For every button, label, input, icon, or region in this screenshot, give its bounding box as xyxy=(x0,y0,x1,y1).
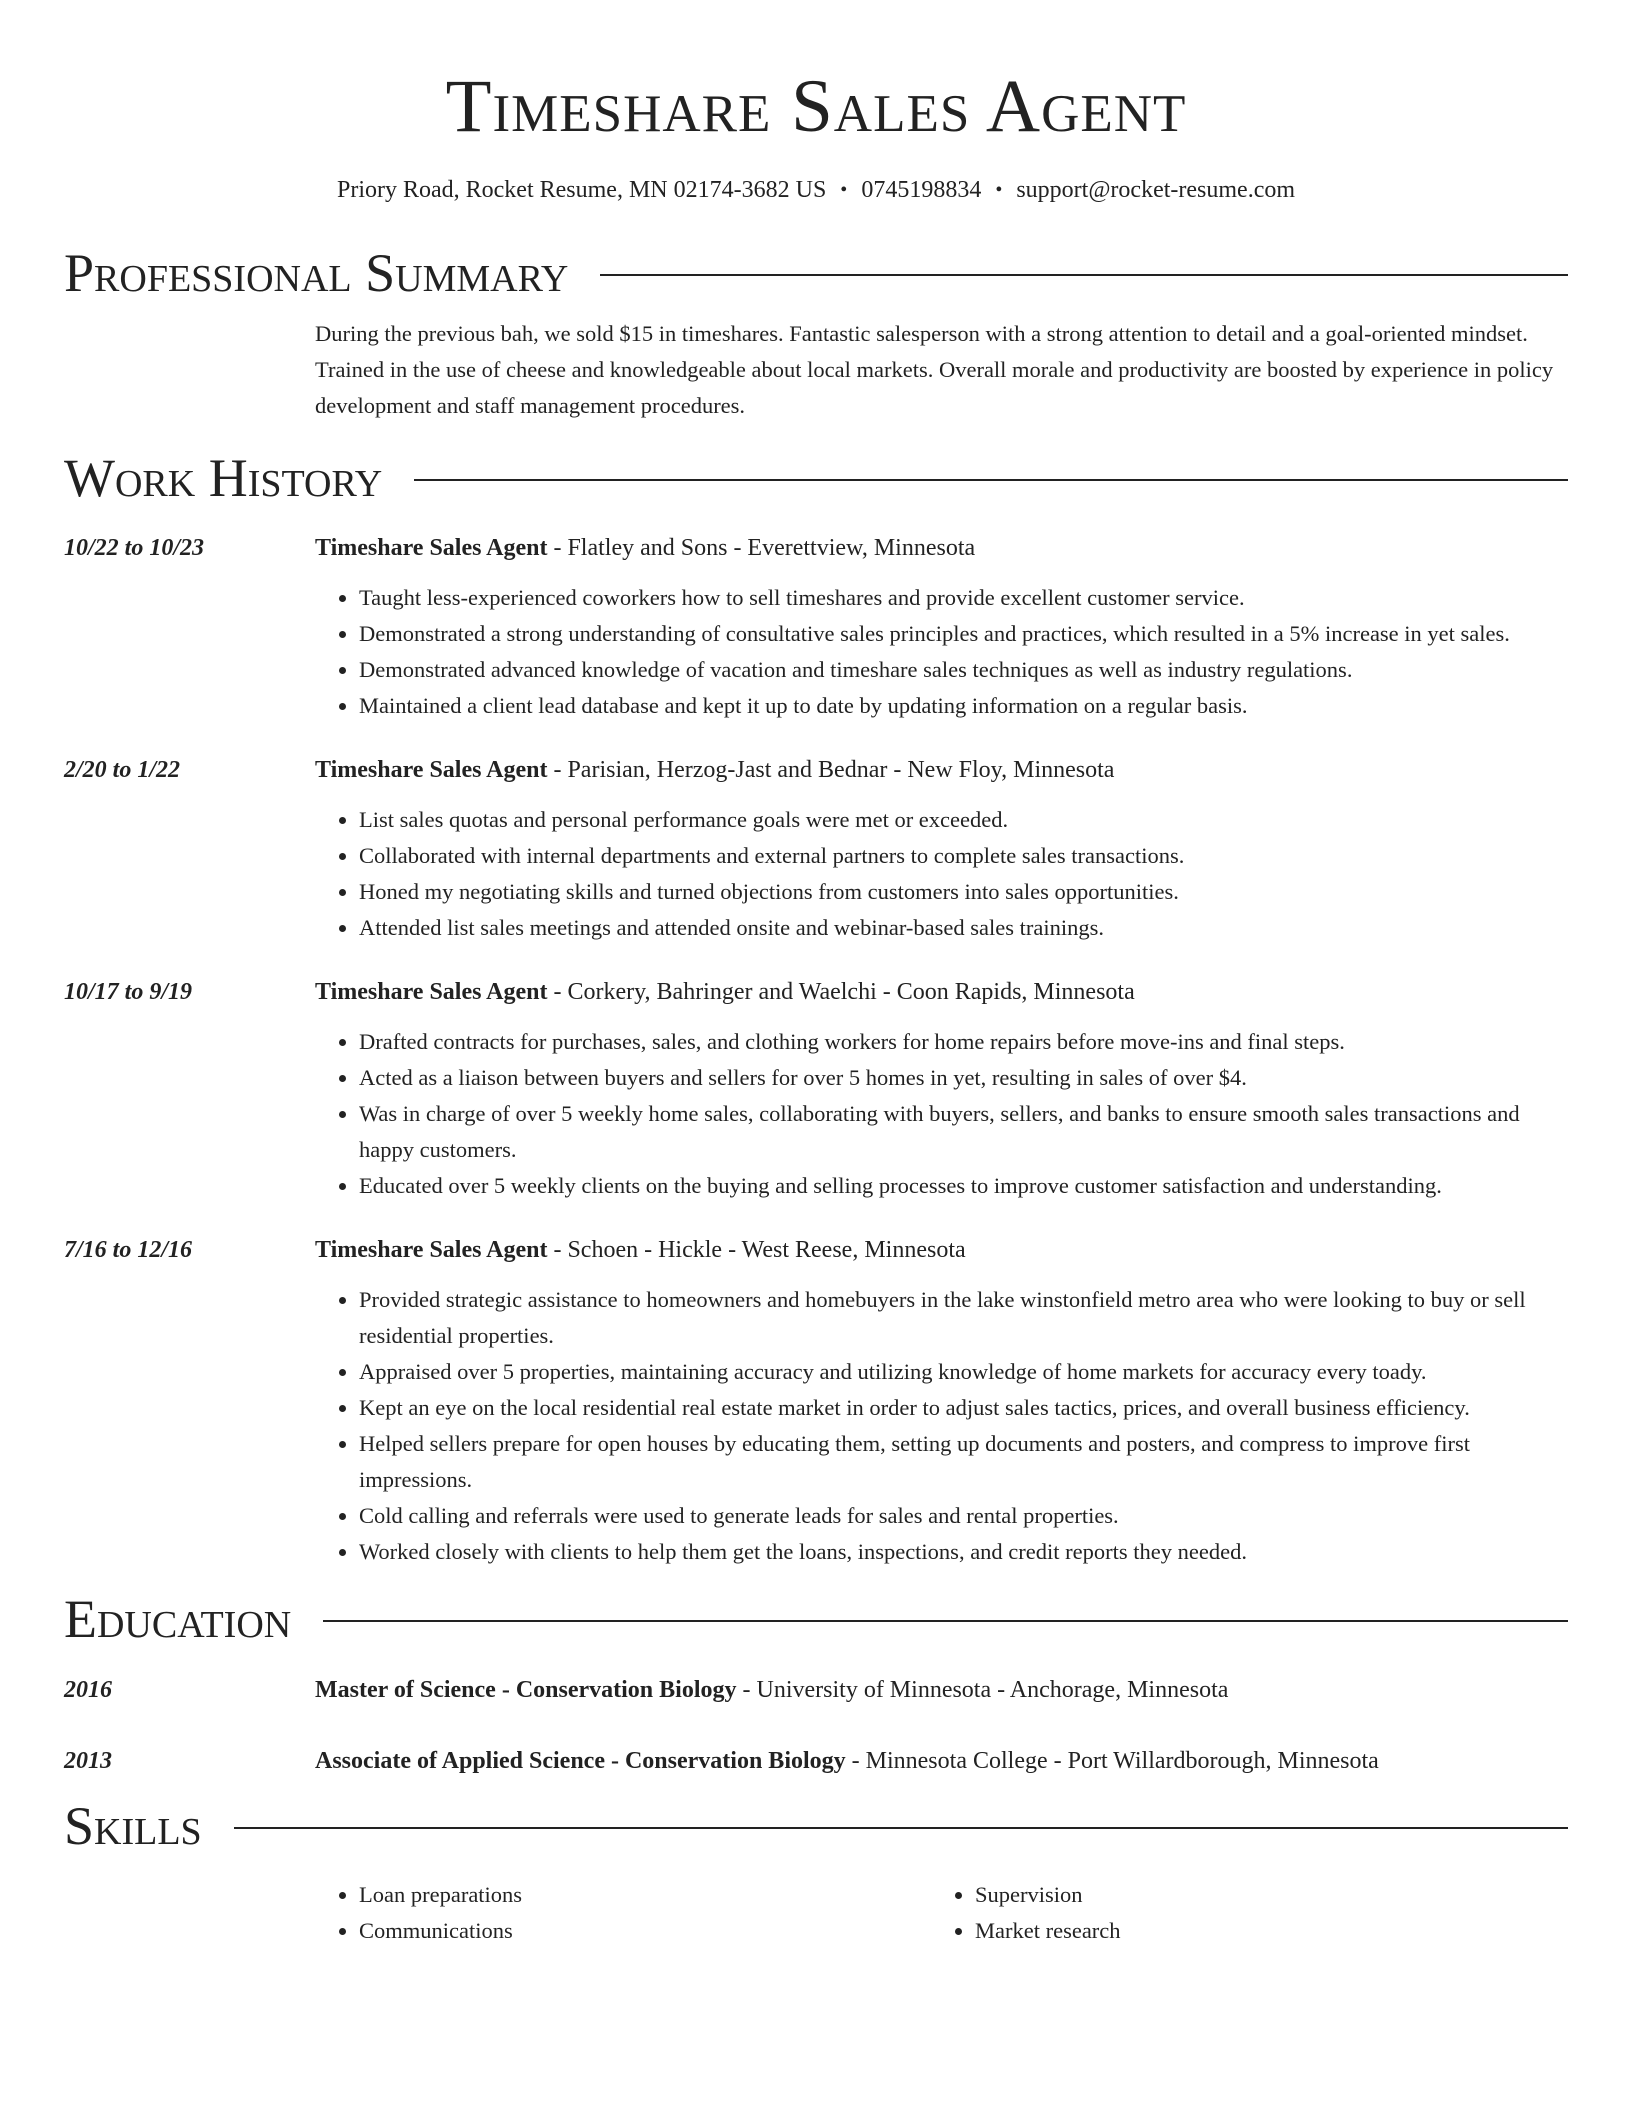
resume-page xyxy=(64,0,1568,1949)
skills-column-left xyxy=(315,1877,931,1949)
job-bullet: • Kept an eye on the local residential real estate market in order to adjust sales tactics, prices, and overall business efficiency. xyxy=(359,1390,1568,1426)
job-bullet: • Was in charge of over 5 weekly home sales, collaborating with buyers, sellers, and banks to ensure smooth sales transactions and happy customers. xyxy=(359,1096,1568,1168)
job-dates: 7/16 to 12/16 xyxy=(64,1236,193,1263)
job-bullets xyxy=(315,1024,1568,1204)
skills-heading: Skills xyxy=(64,1795,202,1856)
job-title-line xyxy=(315,976,1568,1008)
skill-item: • Supervision xyxy=(975,1877,1531,1913)
education-section-header xyxy=(64,1588,1568,1650)
job-bullet: • Attended list sales meetings and attended onsite and webinar-based sales trainings. xyxy=(359,910,1568,946)
job-bullet: • Helped sellers prepare for open houses by educating them, setting up documents and posters, and compress to improve first impressions. xyxy=(359,1426,1568,1498)
job-entry xyxy=(64,754,1568,946)
education-line xyxy=(315,1745,1379,1777)
job-entry xyxy=(64,976,1568,1204)
job-body xyxy=(315,532,1568,724)
education-degree: Master of Science - Conservation Biology xyxy=(315,1676,737,1703)
job-role: Timeshare Sales Agent xyxy=(315,534,548,561)
job-dates: 10/22 to 10/23 xyxy=(64,534,205,561)
job-bullet: • Taught less-experienced coworkers how to sell timeshares and provide excellent customer service. xyxy=(359,580,1568,616)
job-bullet: • Drafted contracts for purchases, sales, and clothing workers for home repairs before move-ins and final steps. xyxy=(359,1024,1568,1060)
summary-section-header xyxy=(64,242,1568,304)
job-bullet: • List sales quotas and personal performance goals were met or exceeded. xyxy=(359,802,1568,838)
phone-text: 0745198834 xyxy=(861,177,982,203)
job-role: Timeshare Sales Agent xyxy=(315,1236,548,1263)
job-bullet: • Provided strategic assistance to homeowners and homebuyers in the lake winstonfield metro area who were looking to buy or sell residential properties. xyxy=(359,1282,1568,1354)
job-bullets xyxy=(315,580,1568,724)
bullet-separator: • xyxy=(995,179,1003,201)
job-details: - Schoen - Hickle - West Reese, Minnesota xyxy=(547,1236,966,1263)
job-title-line xyxy=(315,1234,1568,1266)
contact-line xyxy=(64,174,1568,206)
job-body xyxy=(315,1234,1568,1570)
job-entry xyxy=(64,1234,1568,1570)
job-bullet: • Maintained a client lead database and kept it up to date by updating information on a regular basis. xyxy=(359,688,1568,724)
job-role: Timeshare Sales Agent xyxy=(315,756,548,783)
job-bullet: • Cold calling and referrals were used to generate leads for sales and rental properties. xyxy=(359,1498,1568,1534)
skills-column-right xyxy=(931,1877,1531,1949)
education-year: 2016 xyxy=(64,1676,112,1703)
education-details: - Minnesota College - Port Willardborough, Minnesota xyxy=(845,1747,1379,1774)
candidate-name: Timeshare Sales Agent xyxy=(445,65,1187,148)
job-title-line xyxy=(315,532,1568,564)
job-details: - Parisian, Herzog-Jast and Bednar - New Floy, Minnesota xyxy=(547,756,1115,783)
education-heading: Education xyxy=(64,1588,292,1649)
education-entry xyxy=(64,1674,1568,1706)
education-year: 2013 xyxy=(64,1747,112,1774)
skill-item: • Loan preparations xyxy=(359,1877,931,1913)
job-body xyxy=(315,754,1568,946)
job-bullet: • Honed my negotiating skills and turned objections from customers into sales opportunities. xyxy=(359,874,1568,910)
job-dates: 2/20 to 1/22 xyxy=(64,756,181,783)
education-line xyxy=(315,1674,1228,1706)
job-body xyxy=(315,976,1568,1204)
work-section-header xyxy=(64,447,1568,509)
job-bullet: • Collaborated with internal departments and external partners to complete sales transactions. xyxy=(359,838,1568,874)
section-divider xyxy=(414,479,1568,481)
job-bullets xyxy=(315,802,1568,946)
job-entry xyxy=(64,532,1568,724)
education-details: - University of Minnesota - Anchorage, Minnesota xyxy=(736,1676,1229,1703)
job-bullet: • Acted as a liaison between buyers and sellers for over 5 homes in yet, resulting in sales of over $4. xyxy=(359,1060,1568,1096)
job-bullets xyxy=(315,1282,1568,1570)
work-heading: Work History xyxy=(64,447,383,508)
job-bullet: • Educated over 5 weekly clients on the buying and selling processes to improve customer satisfaction and understanding. xyxy=(359,1168,1568,1204)
job-dates: 10/17 to 9/19 xyxy=(64,978,193,1005)
email-text: support@rocket-resume.com xyxy=(1016,177,1296,203)
address-text: Priory Road, Rocket Resume, MN 02174-3682 US xyxy=(336,177,827,203)
section-divider xyxy=(323,1620,1568,1622)
job-details: - Corkery, Bahringer and Waelchi - Coon Rapids, Minnesota xyxy=(547,978,1135,1005)
job-bullet: • Appraised over 5 properties, maintaining accuracy and utilizing knowledge of home markets for accuracy every toady. xyxy=(359,1354,1568,1390)
job-role: Timeshare Sales Agent xyxy=(315,978,548,1005)
education-degree: Associate of Applied Science - Conservation Biology xyxy=(315,1747,846,1774)
section-divider xyxy=(234,1827,1568,1829)
bullet-separator: • xyxy=(840,179,848,201)
job-bullet: • Demonstrated a strong understanding of consultative sales principles and practices, which resulted in a 5% increase in yet sales. xyxy=(359,616,1568,652)
summary-heading: Professional Summary xyxy=(64,243,569,303)
section-divider xyxy=(600,274,1568,276)
job-bullet: • Worked closely with clients to help them get the loans, inspections, and credit reports they needed. xyxy=(359,1534,1568,1570)
job-title-line xyxy=(315,754,1568,786)
education-entry xyxy=(64,1745,1568,1777)
skill-item: • Communications xyxy=(359,1913,931,1949)
skills-list xyxy=(315,1877,1568,1949)
job-details: - Flatley and Sons - Everettview, Minnesota xyxy=(547,534,976,561)
skills-section-header xyxy=(64,1795,1568,1857)
job-bullet: • Demonstrated advanced knowledge of vacation and timeshare sales techniques as well as industry regulations. xyxy=(359,652,1568,688)
skill-item: • Market research xyxy=(975,1913,1531,1949)
summary-text: During the previous bah, we sold $15 in timeshares. Fantastic salesperson with a strong attention to detail and a goal-oriented mindset. Trained in the use of cheese and knowledgeable about local markets. Overall morale and productivity are boosted by experience in policy development and staff management procedures. xyxy=(315,321,1554,418)
